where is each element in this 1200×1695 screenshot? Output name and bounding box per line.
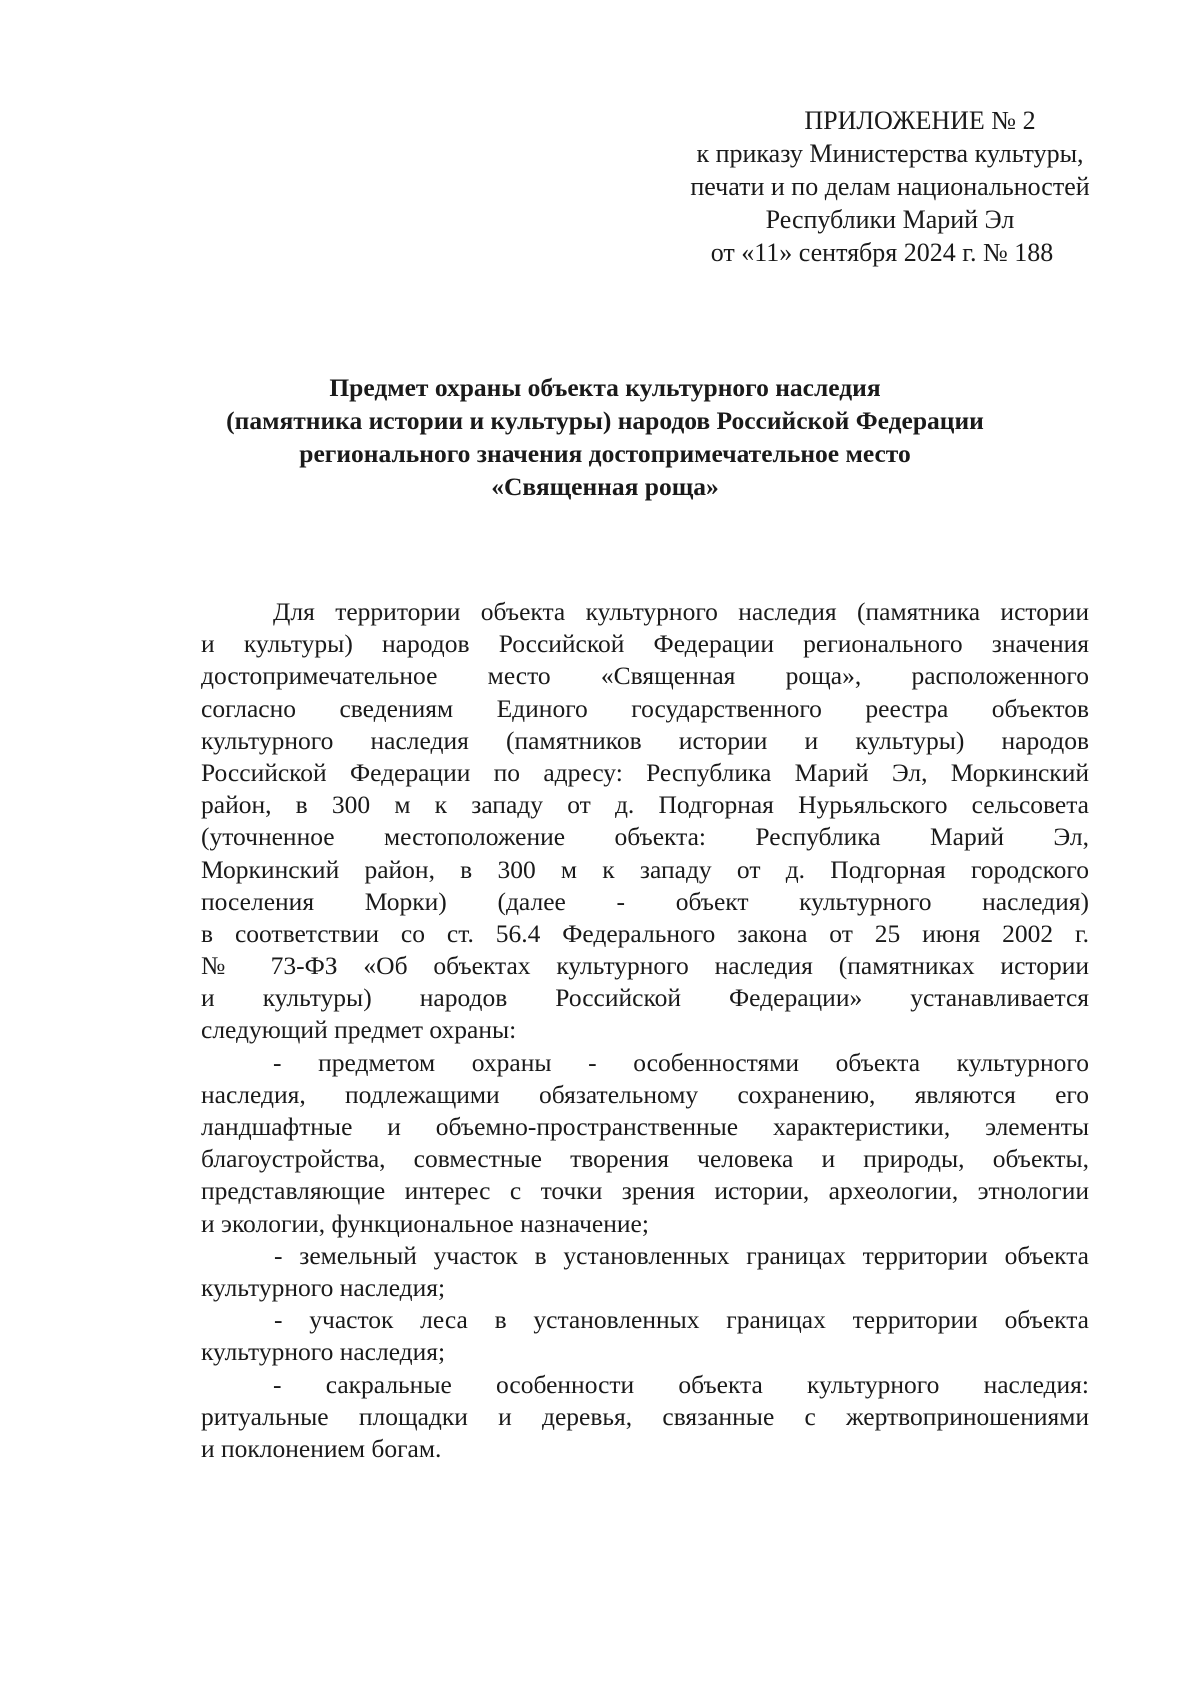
title-line: Предмет охраны объекта культурного наследия — [329, 373, 881, 402]
body-text-line: следующий предмет охраны: — [201, 1015, 517, 1045]
body-text-line: согласно сведениям Единого государственного реестра объектов — [201, 693, 1089, 723]
list-item-line: культурного наследия; — [201, 1272, 446, 1302]
list-item-line: - предметом охраны - особенностями объекта культурного — [273, 1047, 1089, 1077]
appendix-title: ПРИЛОЖЕНИЕ № 2 — [804, 106, 1036, 135]
list-item-line: и поклонением богам. — [201, 1433, 442, 1463]
list-item-line: и экологии, функциональное назначение; — [201, 1208, 649, 1238]
appendix-line: Республики Марий Эл — [765, 205, 1015, 234]
body-text-line: Российской Федерации по адресу: Республика Марий Эл, Моркинский — [201, 757, 1089, 787]
body-text-line: Для территории объекта культурного наследия (памятника истории — [273, 597, 1089, 626]
document-body — [201, 596, 1089, 1465]
appendix-line: к приказу Министерства культуры, — [696, 139, 1084, 168]
body-text-line: и культуры) народов Российской Федерации» устанавливается — [201, 983, 1089, 1013]
body-text-line: достопримечательное место «Священная роща», расположенного — [201, 661, 1089, 691]
body-text-line: район, в 300 м к западу от д. Подгорная Нурьяльского сельсовета — [201, 790, 1089, 820]
document-title — [180, 371, 1030, 503]
body-text-line: Моркинский район, в 300 м к западу от д. Подгорная городского — [201, 854, 1089, 884]
list-item-line: представляющие интерес с точки зрения истории, археологии, этнологии — [201, 1176, 1089, 1206]
list-item-line: - земельный участок в установленных границах территории объекта — [274, 1240, 1089, 1270]
list-item-line: благоустройства, совместные творения человека и природы, объекты, — [201, 1144, 1089, 1174]
list-item-line: культурного наследия; — [201, 1337, 446, 1367]
appendix-order-date: от «11» сентября 2024 г. № 188 — [710, 238, 1054, 267]
body-text-line: № 73-ФЗ «Об объектах культурного наследия (памятниках истории — [201, 951, 1089, 981]
list-item-line: - участок леса в установленных границах территории объекта — [274, 1305, 1089, 1335]
appendix-line: печати и по делам национальностей — [690, 172, 1090, 201]
body-text-line: (уточненное местоположение объекта: Республика Марий Эл, — [201, 822, 1089, 852]
list-item-line: наследия, подлежащими обязательному сохранению, являются его — [201, 1079, 1089, 1109]
title-line: (памятника истории и культуры) народов Российской Федерации — [226, 406, 984, 435]
title-line: «Священная роща» — [491, 472, 719, 501]
body-text-line: и культуры) народов Российской Федерации регионального значения — [201, 629, 1089, 659]
body-text-line: поселения Морки) (далее - объект культурного наследия) — [201, 886, 1089, 916]
body-text-line: в соответствии со ст. 56.4 Федерального закона от 25 июня 2002 г. — [201, 918, 1089, 948]
body-text-line: культурного наследия (памятников истории и культуры) народов — [201, 725, 1089, 755]
list-item-line: - сакральные особенности объекта культурного наследия: — [273, 1369, 1089, 1399]
list-item-line: ритуальные площадки и деревья, связанные с жертвоприношениями — [201, 1401, 1089, 1431]
appendix-header — [660, 104, 1120, 269]
list-item-line: ландшафтные и объемно-пространственные характеристики, элементы — [201, 1112, 1089, 1141]
title-line: регионального значения достопримечательное место — [299, 439, 911, 468]
